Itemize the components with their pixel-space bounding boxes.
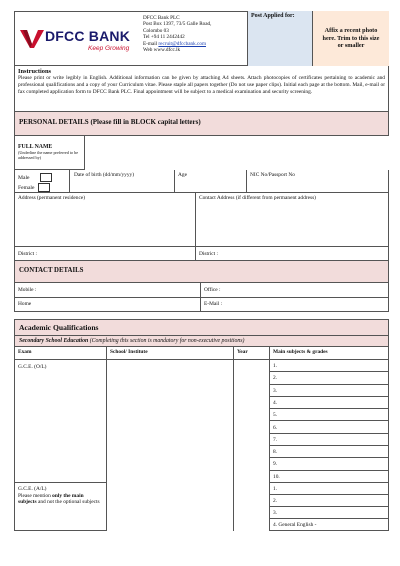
- full-name-label-cell: [14, 136, 85, 170]
- full-name-note: (Underline the name preferred to be addressed by): [18, 150, 79, 160]
- al-exam-cell: [14, 483, 107, 531]
- ol-subject-row[interactable]: 9.: [270, 458, 389, 470]
- email-field-label: E-Mail :: [204, 301, 223, 307]
- photo-box[interactable]: [312, 11, 389, 66]
- email-link[interactable]: recruit@dfccbank.com: [158, 40, 206, 47]
- personal-details-heading: PERSONAL DETAILS (Please fill in BLOCK capital letters): [14, 112, 389, 136]
- col-year-header: Year: [234, 347, 270, 360]
- logo-tagline: Keep Growing: [88, 45, 130, 52]
- email-line: E-mail recruit@dfccbank.com: [143, 40, 206, 47]
- al-subject-row[interactable]: 3.: [270, 507, 389, 519]
- ol-subject-row[interactable]: 6.: [270, 422, 389, 434]
- ol-subject-row[interactable]: 8.: [270, 446, 389, 458]
- al-school-field[interactable]: [107, 483, 234, 531]
- female-checkbox[interactable]: [38, 183, 50, 192]
- home-field[interactable]: [14, 298, 201, 312]
- ol-label: G.C.E. (O/L): [18, 364, 47, 370]
- email-field[interactable]: [201, 298, 389, 312]
- col-exam-header: Exam: [14, 347, 107, 360]
- male-option[interactable]: Male: [18, 173, 65, 183]
- ol-subjects-list: [270, 360, 389, 483]
- al-subject-row[interactable]: 4. General English -: [273, 522, 317, 528]
- office-field[interactable]: [201, 283, 389, 298]
- instructions-box: [14, 66, 389, 112]
- post-applied-box[interactable]: [247, 11, 312, 66]
- district-label-2: District :: [199, 251, 219, 257]
- logo-text: DFCC BANK: [45, 28, 131, 44]
- male-checkbox[interactable]: [40, 173, 52, 182]
- permanent-address-field[interactable]: [14, 193, 196, 247]
- age-field[interactable]: [175, 170, 247, 193]
- al-label: G.C.E. (A/L): [18, 486, 47, 492]
- col-subjects-header: Main subjects & grades: [273, 349, 328, 355]
- district-field-2[interactable]: [196, 247, 389, 261]
- al-note: Please mention only the main subjects and not the optional subjects: [18, 492, 100, 506]
- contact-details-heading: CONTACT DETAILS: [14, 261, 389, 283]
- ol-year-field[interactable]: [234, 360, 270, 483]
- ol-school-field[interactable]: [107, 360, 234, 483]
- instructions-title: Instructions: [18, 68, 52, 75]
- permanent-address-label: Address (permanent residence): [18, 195, 86, 201]
- ol-subject-row[interactable]: 3.: [270, 385, 389, 397]
- full-name-label: FULL NAME: [18, 144, 53, 150]
- address-line: Post Box 1397, 73/5 Galle Road,: [143, 21, 212, 28]
- dob-field[interactable]: [70, 170, 175, 193]
- address-line: Tel +94 11 2442442: [143, 34, 185, 41]
- gender-cell: [14, 170, 70, 193]
- post-applied-label: Post Applied for:: [251, 13, 295, 19]
- address-line: Colombo 03: [143, 27, 169, 34]
- ol-subject-row[interactable]: 7.: [270, 434, 389, 446]
- al-subjects-list: [270, 483, 389, 531]
- mobile-label: Mobile :: [18, 287, 37, 293]
- full-name-field[interactable]: [85, 136, 389, 170]
- nic-label: NIC No/Passport No: [250, 172, 295, 178]
- district-label-1: District :: [18, 251, 38, 257]
- mobile-field[interactable]: [14, 283, 201, 298]
- office-label: Office :: [204, 287, 221, 293]
- photo-instruction: Affix a recent photo here. Trim to this size or smaller: [322, 27, 380, 50]
- ol-subject-row[interactable]: 4.: [270, 397, 389, 409]
- female-option[interactable]: Female: [18, 183, 65, 193]
- district-field-1[interactable]: [14, 247, 196, 261]
- al-subject-row[interactable]: 1.: [270, 483, 389, 495]
- academic-heading: Academic Qualifications: [14, 319, 389, 336]
- contact-address-label: Contact Address (if different from permanent address): [199, 195, 316, 201]
- col-school-header: School/ Institute: [107, 347, 234, 360]
- web-line: Web www.dfcc.lk: [143, 47, 181, 54]
- al-year-field[interactable]: [234, 483, 270, 531]
- contact-address-field[interactable]: [196, 193, 389, 247]
- ol-subject-row[interactable]: 5.: [270, 409, 389, 421]
- address-line: DFCC Bank PLC: [143, 15, 180, 21]
- ol-exam-cell: [14, 360, 107, 483]
- instructions-body: Please print or write legibly in English. Additional information can be given by attaching A4 sheets. Attach photocopies of certificates pertaining to academic and professional qualifications and a copy of your Curriculum vitae. Please staple all papers together (Do not use paper clips). Initial each page at the bottom. Mail, e-mail or fax completed application form to DFCC Bank PLC. Final appointment will be subject to a medical examination and security screening.: [18, 75, 385, 95]
- dob-label: Date of birth (dd/mm/yyyy): [74, 172, 135, 178]
- secondary-education-title: Secondary School Education: [19, 338, 89, 344]
- secondary-education-note: (Completing this section is mandatory for non-executive positions): [89, 338, 245, 344]
- secondary-education-subheading: [14, 336, 389, 347]
- ol-subject-row[interactable]: 2.: [270, 372, 389, 384]
- nic-field[interactable]: [247, 170, 389, 193]
- al-subject-row[interactable]: 2.: [270, 495, 389, 507]
- home-label: Home: [18, 301, 32, 307]
- ol-subject-row[interactable]: 1.: [270, 360, 389, 372]
- age-label: Age: [178, 172, 187, 178]
- bank-address: [143, 15, 245, 53]
- ol-subject-row[interactable]: 10.: [273, 473, 280, 480]
- dfcc-logo: [18, 26, 136, 56]
